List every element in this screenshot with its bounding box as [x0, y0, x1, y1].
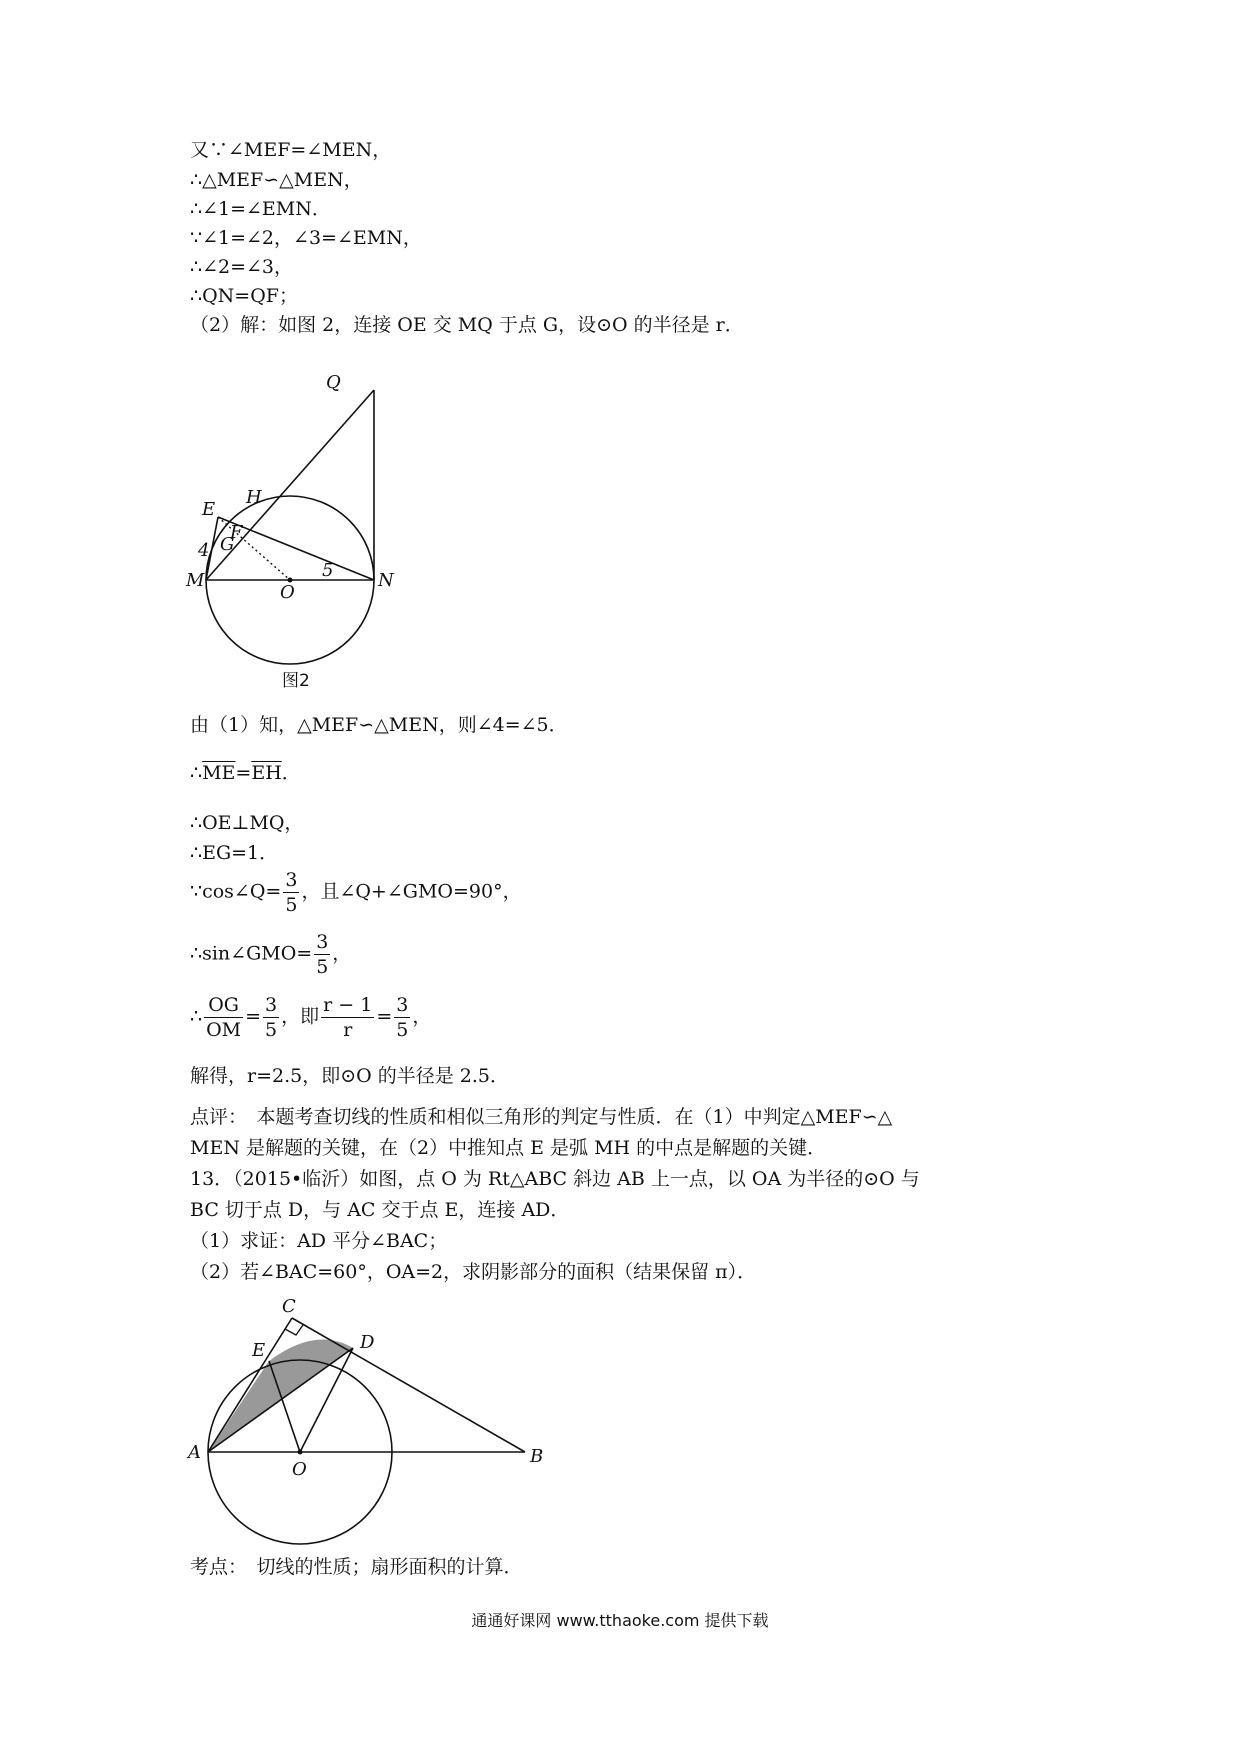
text-prefix: ∵cos∠Q=	[190, 880, 282, 903]
denominator: 5	[396, 1019, 409, 1041]
text-mid: ，即	[281, 1005, 320, 1028]
text-line: 13．（2015•临沂）如图，点 O 为 Rt△ABC 斜边 AB 上一点，以 OA 为半径的⊙O 与	[190, 1168, 920, 1190]
text-line: BC 切于点 D，与 AC 交于点 E，连接 AD．	[190, 1199, 570, 1221]
label-f: F	[230, 522, 243, 543]
text-line: ∴OE⊥MQ，	[190, 812, 304, 834]
label-e: E	[202, 499, 216, 520]
text-suffix: ，	[412, 1005, 432, 1028]
text-suffix: ．	[281, 762, 301, 784]
label-e: E	[252, 1340, 266, 1361]
label-q: Q	[326, 372, 341, 393]
text-line: 点评： 本题考查切线的性质和相似三角形的判定与性质．在（1）中判定△MEF∽△	[190, 1106, 893, 1128]
denominator: 5	[285, 894, 298, 916]
text-line: 又∵∠MEF=∠MEN，	[190, 139, 392, 161]
label-a: A	[188, 1442, 201, 1463]
text-line: ∴QN=QF；	[190, 285, 298, 307]
label-g: G	[220, 534, 235, 555]
text-line: ∴EG=1．	[190, 842, 279, 864]
fraction	[314, 930, 330, 979]
text-line: （2）解：如图 2，连接 OE 交 MQ 于点 G，设⊙O 的半径是 r．	[190, 314, 744, 336]
text-suffix: ，	[332, 942, 352, 965]
text-prefix: ∴	[190, 1005, 203, 1028]
denominator: 5	[265, 1019, 278, 1041]
denominator: 5	[316, 956, 329, 978]
sin-line	[190, 930, 351, 979]
text-line: （1）求证：AD 平分∠BAC；	[190, 1230, 448, 1252]
label-d: D	[360, 1332, 375, 1353]
denominator: r	[343, 1019, 353, 1041]
text-line: （2）若∠BAC=60°，OA=2，求阴影部分的面积（结果保留 π）．	[190, 1261, 757, 1283]
text-line	[190, 760, 301, 786]
label-four: 4	[198, 540, 210, 561]
point-o	[298, 1450, 303, 1455]
numerator: 3	[316, 931, 329, 953]
arc-eh: $\overline{EH}$	[251, 762, 282, 784]
label-n: N	[378, 570, 394, 591]
page-footer: 通通好课网 www.tthaoke.com 提供下载	[471, 1611, 769, 1630]
text-line: 由（1）知，△MEF∽△MEN，则∠4=∠5．	[190, 714, 568, 736]
numerator: 3	[265, 994, 278, 1016]
text-line: ∴△MEF∽△MEN，	[190, 169, 363, 191]
numerator: 3	[285, 869, 298, 891]
fraction	[204, 993, 243, 1042]
label-b: B	[530, 1446, 544, 1467]
arc-me: $\overline{ME}$	[202, 762, 236, 784]
text-line: ∵∠1=∠2，∠3=∠EMN，	[190, 227, 422, 249]
right-angle-mark	[285, 1325, 303, 1335]
label-m: M	[186, 570, 205, 591]
cos-line	[190, 868, 522, 917]
figure-13-diagram	[180, 1290, 560, 1560]
text-line: ∴∠1=∠EMN．	[190, 198, 331, 220]
label-o: O	[280, 582, 295, 603]
label-h: H	[246, 487, 262, 508]
text-prefix: ∴sin∠GMO=	[190, 942, 313, 965]
fraction	[283, 868, 299, 917]
text-suffix: ，且∠Q+∠GMO=90°，	[301, 880, 522, 903]
numerator: OG	[204, 993, 243, 1018]
text-line: ∴∠2=∠3，	[190, 256, 294, 278]
text-line: 解得，r=2.5，即⊙O 的半径是 2.5．	[190, 1065, 510, 1087]
fraction	[321, 993, 374, 1042]
equals: =	[235, 762, 252, 784]
fraction	[394, 993, 410, 1042]
text-prefix: ∴	[190, 762, 203, 784]
text-line: MEN 是解题的关键，在（2）中推知点 E 是弧 MH 的中点是解题的关键．	[190, 1137, 827, 1159]
figure-2-diagram	[180, 360, 600, 660]
line-cb	[292, 1318, 525, 1452]
label-c: C	[282, 1296, 296, 1317]
label-o: O	[292, 1459, 307, 1480]
denominator: OM	[206, 1019, 242, 1041]
kaodian-line: 考点： 切线的性质；扇形面积的计算．	[190, 1556, 523, 1578]
numerator: 3	[396, 994, 409, 1016]
figure-2-caption: 图2	[282, 671, 310, 691]
equals: =	[245, 1005, 262, 1028]
fraction	[263, 993, 279, 1042]
ratio-line	[190, 993, 431, 1042]
numerator: r − 1	[323, 994, 373, 1016]
label-five: 5	[322, 560, 334, 581]
equals: =	[376, 1005, 393, 1028]
